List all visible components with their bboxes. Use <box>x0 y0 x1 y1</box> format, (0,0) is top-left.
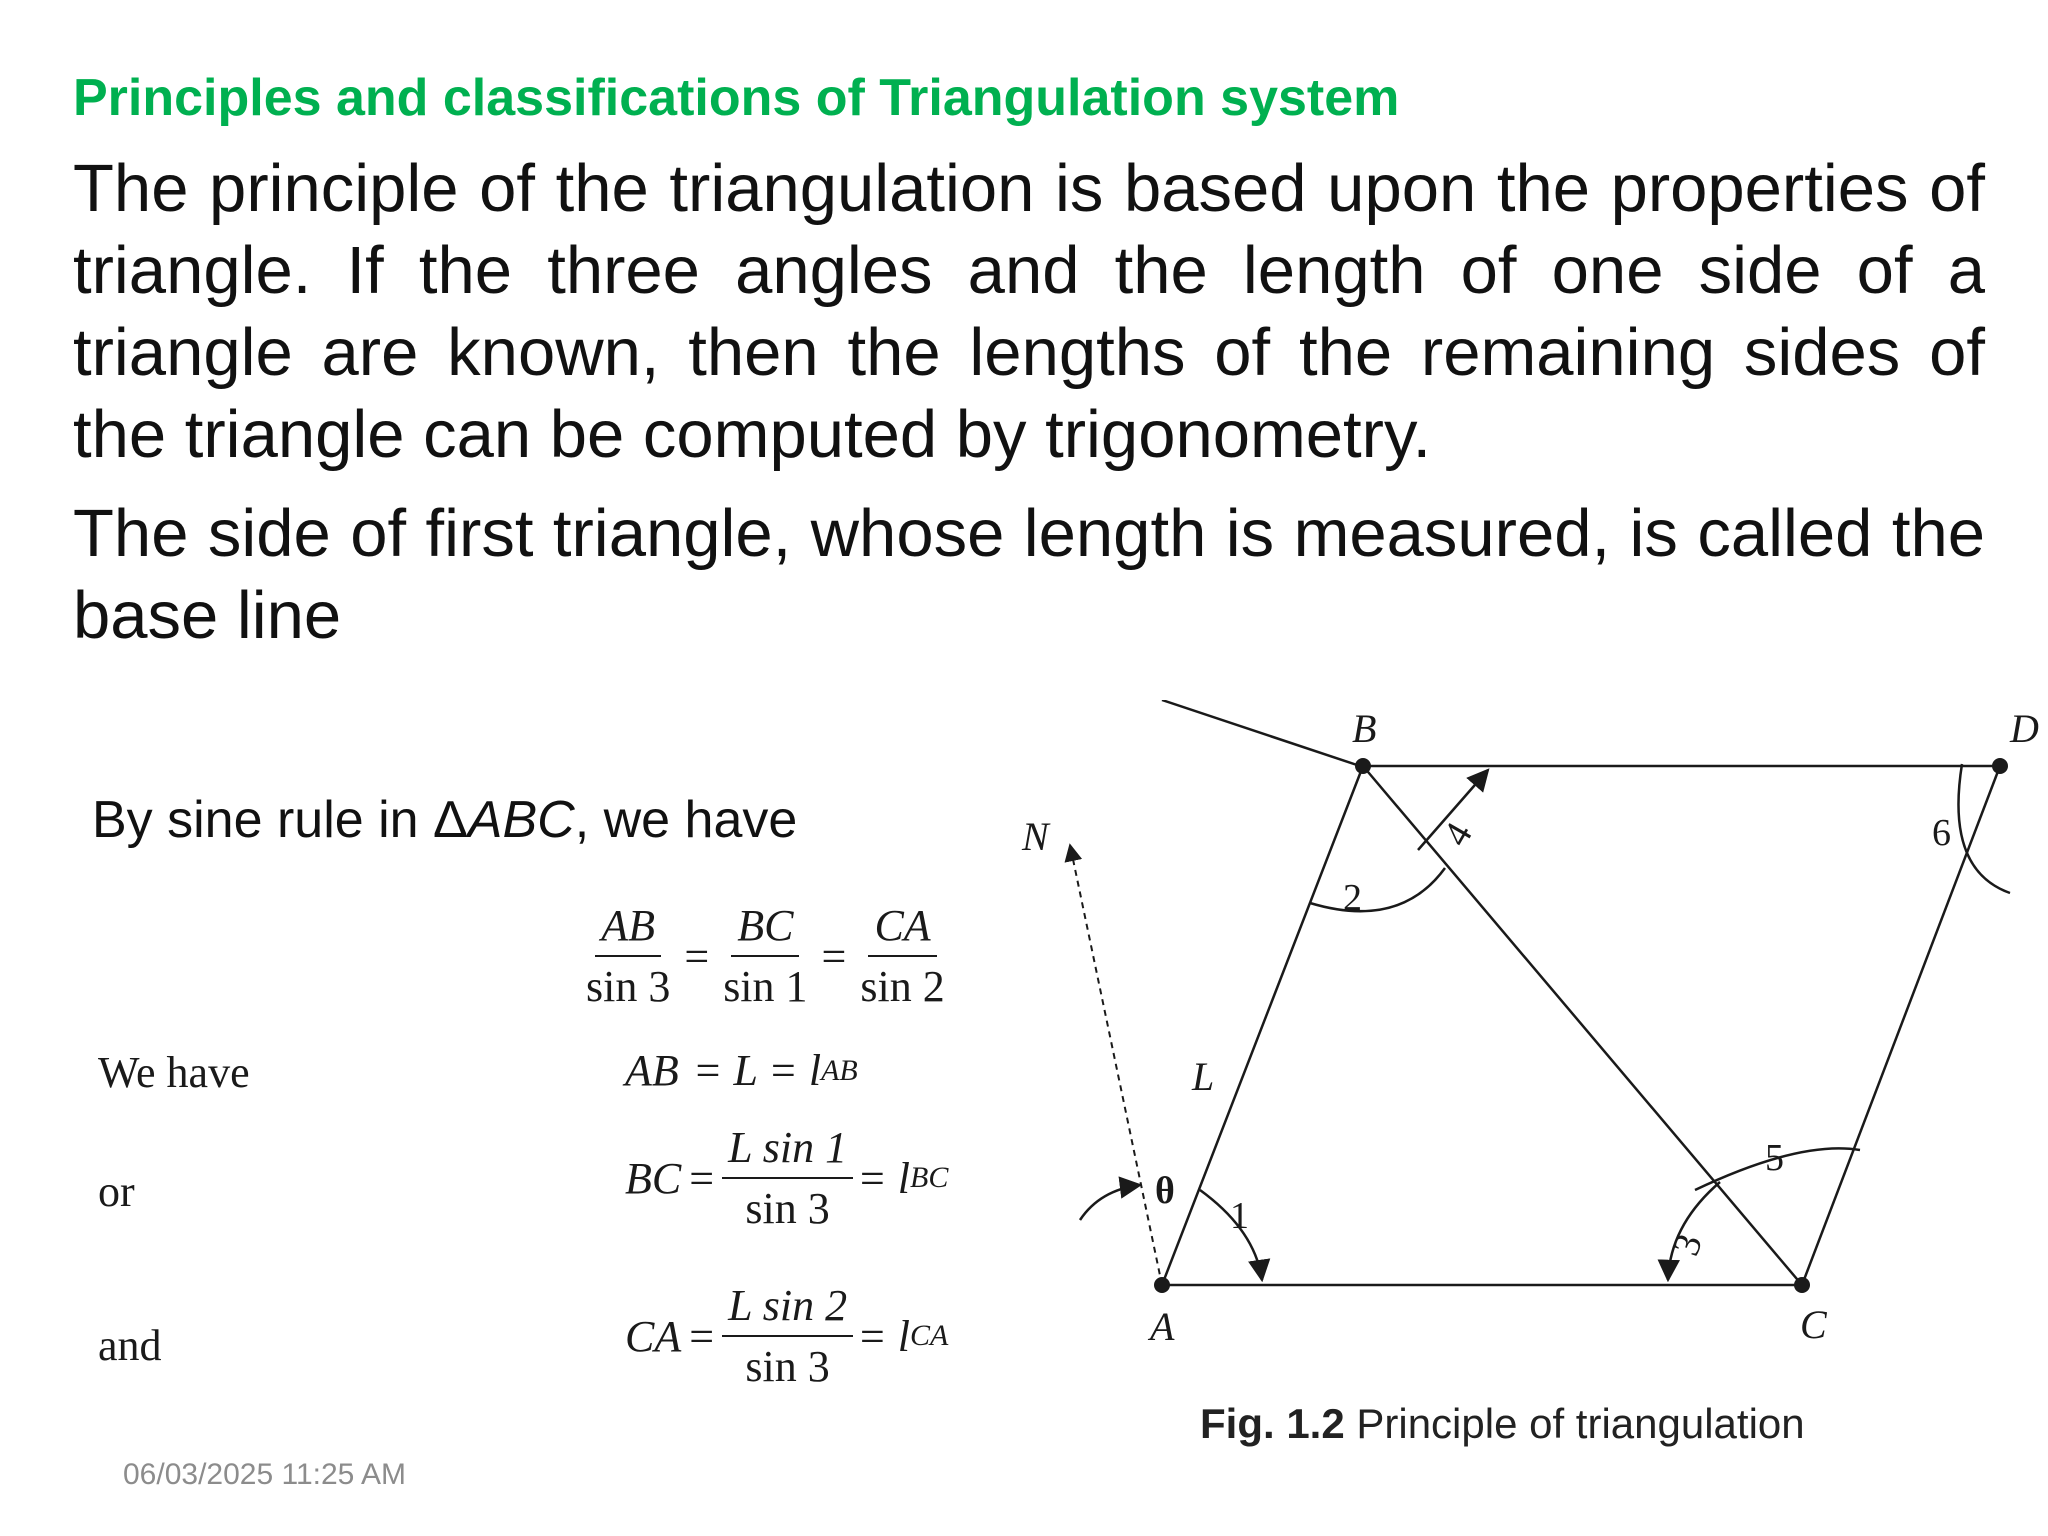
equation-rhs: = l <box>857 1153 911 1203</box>
point-d <box>1992 758 2008 774</box>
equation-subscript: AB <box>821 1053 858 1087</box>
equation-lhs: AB <box>625 1046 679 1095</box>
fraction-numerator: CA <box>868 900 936 957</box>
line-ab <box>1162 766 1363 1285</box>
equation-rhs: = L = l <box>692 1046 822 1095</box>
equals-sign: = <box>689 1153 715 1203</box>
equation-rhs: = l <box>857 1311 911 1361</box>
figure-number: Fig. 1.2 <box>1200 1400 1345 1447</box>
sine-rule-prefix: By sine rule in Δ <box>92 791 468 849</box>
label-d: D <box>2010 706 2039 751</box>
label-b: B <box>1352 706 1377 751</box>
label-or: or <box>98 1167 135 1216</box>
line-bd <box>1162 700 1360 766</box>
principle-paragraph: The principle of the triangulation is based upon the properties of triangle. If the three angles and the length of one side of a triangle are known, then the lengths of the remaining sides of the triangle can be computed by trigonometry. <box>73 151 1985 472</box>
equals-sign: = <box>689 1311 715 1361</box>
equation-ab <box>625 1045 858 1096</box>
sine-rule-intro <box>92 790 797 850</box>
equation-lhs: BC <box>625 1153 682 1203</box>
angle-label-1: 1 <box>1230 1195 1249 1237</box>
angle-label-3: 3 <box>1664 1228 1711 1261</box>
bearing-arrow <box>1080 1185 1140 1220</box>
north-line <box>1070 845 1162 1285</box>
sine-rule-triangle: ABC <box>467 791 575 849</box>
fraction-numerator: BC <box>731 900 799 957</box>
angle-label-5: 5 <box>1765 1137 1784 1179</box>
fraction-ab-sin3 <box>580 900 676 1012</box>
angle-2-arc <box>1310 868 1445 911</box>
label-n: N <box>1022 814 1049 859</box>
slide-title: Principles and classifications of Triangulation system <box>73 69 1400 127</box>
fraction-denominator: sin 2 <box>860 962 945 1011</box>
label-a: A <box>1150 1304 1175 1349</box>
equation-bc <box>625 1122 948 1234</box>
sine-rule-suffix: , we have <box>574 791 798 849</box>
angle-label-4: 4 <box>1435 815 1481 854</box>
triangulation-figure <box>1000 700 2048 1400</box>
equation-ca <box>625 1280 948 1392</box>
fraction-denominator: sin 1 <box>723 962 808 1011</box>
fraction-numerator: L sin 2 <box>722 1280 853 1337</box>
fraction-denominator: sin 3 <box>586 962 671 1011</box>
label-theta: θ <box>1155 1170 1175 1212</box>
angle-6-arc <box>1958 764 2010 893</box>
sine-ratio-equation <box>580 900 951 1012</box>
fraction-numerator: AB <box>595 900 661 957</box>
figure-caption-text: Principle of triangulation <box>1344 1400 1805 1447</box>
label-we-have: We have <box>98 1048 250 1097</box>
label-l: L <box>1192 1054 1215 1099</box>
equation-subscript: BC <box>910 1161 949 1194</box>
fraction-denominator: sin 3 <box>745 1184 830 1233</box>
fraction-lsin1-sin3 <box>722 1122 853 1234</box>
point-a <box>1154 1277 1170 1293</box>
equals-sign: = <box>684 931 710 981</box>
base-line-paragraph: The side of first triangle, whose length is measured, is called the base line <box>73 496 1985 653</box>
label-and: and <box>98 1321 162 1370</box>
angle-label-2: 2 <box>1343 877 1362 919</box>
footer-datetime: 06/03/2025 11:25 AM <box>123 1458 407 1491</box>
fraction-denominator: sin 3 <box>745 1342 830 1391</box>
fraction-ca-sin2 <box>854 900 950 1012</box>
line-cd <box>1802 766 2000 1285</box>
fraction-lsin2-sin3 <box>722 1280 853 1392</box>
figure-caption <box>1200 1400 1805 1448</box>
equation-lhs: CA <box>625 1311 682 1361</box>
fraction-numerator: L sin 1 <box>722 1122 853 1179</box>
line-bc <box>1363 766 1802 1285</box>
label-c: C <box>1800 1302 1827 1347</box>
fraction-bc-sin1 <box>717 900 813 1012</box>
point-c <box>1794 1277 1810 1293</box>
point-b <box>1355 758 1371 774</box>
equals-sign: = <box>821 931 847 981</box>
angle-label-6: 6 <box>1932 812 1951 854</box>
equation-subscript: CA <box>910 1319 949 1352</box>
